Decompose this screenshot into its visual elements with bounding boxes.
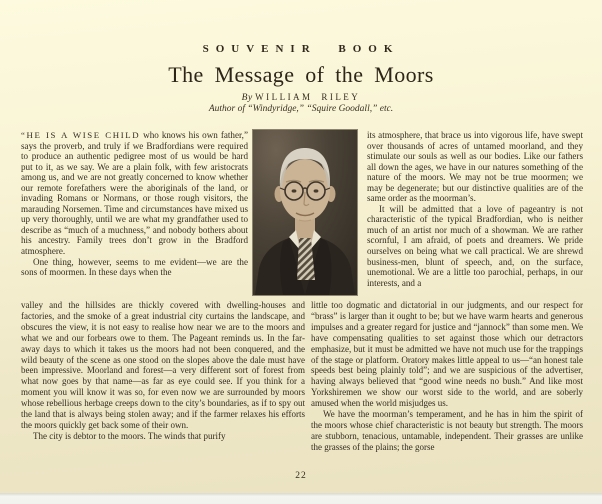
byline-author-name: WILLIAM RILEY — [255, 92, 361, 102]
paragraph: The city is debtor to the moors. The winds that purify — [33, 430, 226, 441]
lead-capitals: “HE IS A WISE CHILD — [21, 130, 141, 140]
text-column-bottom-left — [21, 300, 305, 467]
paragraph: One thing, however, seems to me evident—we are the sons of moormen. In these days when the — [21, 256, 248, 278]
scan-edge-margin — [0, 493, 602, 504]
text-column-bottom-right — [311, 300, 583, 467]
paragraph: It will be admitted that a love of pageantry is not characteristic of the typical Bradfordian, who is neither much of an artist nor much of a showman. We are rather scornful, I am afraid, of poets and dreamers. We pride ourselves on being what we call practical. We are shrewd business-men, blunt of speech, and, on the surface, unemotional. We are a little too parochial, perhaps, in our interests, and a — [367, 203, 583, 288]
paragraph: We have the moorman’s temperament, and he has in him the spirit of the moors whose chief characteristic is not beauty but strength. The moors are stubborn, tenacious, untamable, independent. Their grasses are unlike the grasses of the plains; the gorse — [311, 409, 583, 452]
paragraph: valley and the hillsides are thickly covered with dwelling-houses and factories, and the smoke of a great industrial city curtains the landscape, and obscures the view, it is not easy to realise how near we are to the moors and what we and our forbears owe to them. The Pageant reminds us. In the far-away days to which it takes us the moors had not been conquered, and the wild beauty of the scene as one stood on the slopes above the dale must have been impressive. Moorland and forest—a very different sort of forest from what now goes by that name—as far as eye could see. If you think for a moment you will know it was so, for even now we are surrounded by moors whose rebellious herbage creeps down to the city’s boundaries, as if to spy out the land that is always being stolen away; and if the farmer relaxes his efforts the moors quickly get back some of their own. — [21, 300, 305, 430]
byline-prefix: By — [241, 93, 253, 103]
text-column-top-left — [21, 130, 248, 299]
text-column-top-right — [367, 130, 583, 299]
paragraph: its atmosphere, that brace us into vigorous life, have swept over thousands of acres of untamed moorland, and they stimulate our souls as well as our bodies. Like our fathers all down the ages, we have in our natures something of the nature of the moors. We may not be true moormen; we may be degenerate; but our distinctive qualities are of the same order as the moorman’s. — [367, 130, 583, 204]
section-kicker: SOUVENIR BOOK — [202, 43, 400, 55]
paragraph-text: who knows his own father,” says the proverb, and truly if we Bradfordians were required to produce an authentic pedigree most of us would be hard put to it, as we say. We are a plain folk, with few aristocrats among us, and we are not greatly concerned to know whether our remote forefathers were the aboriginals of the land, or invading Romans or Normans, or those rough visitors, the marauding Norsemen. Time and circumstances have mixed us up very thoroughly, until we are what my grandfather used to describe as “much of a muchness,” and nobody bothers about his ancestry. Family trees don’t grow in the Bradford atmosphere. — [21, 130, 248, 257]
portrait-photo — [253, 130, 357, 295]
portrait-photo-illustration — [253, 130, 357, 295]
page-number: 22 — [295, 471, 307, 481]
paragraph: little too dogmatic and dictatorial in our judgments, and our respect for “brass” is larger than it ought to be; but we have warm hearts and generous impulses and a greater regard for justice and “jannock” than some men. We have compensating qualities to set against those which our detractors emphasize, but it must be admitted we have not much use for the trappings of the stage or platform. Oratory makes little appeal to us—“an honest tale speeds best being plainly told”; and we are suspicious of the advertiser, having always believed that “good wine needs no bush.” And like most Yorkshiremen we show our worst side to the world, and are soberly amused when the world misjudges us. — [311, 300, 583, 409]
author-credit-line: Author of “Windyridge,” “Squire Goodall,” etc. — [208, 104, 394, 114]
paragraph — [21, 130, 248, 257]
page-title: The Message of the Moors — [168, 62, 434, 87]
byline — [0, 92, 602, 103]
